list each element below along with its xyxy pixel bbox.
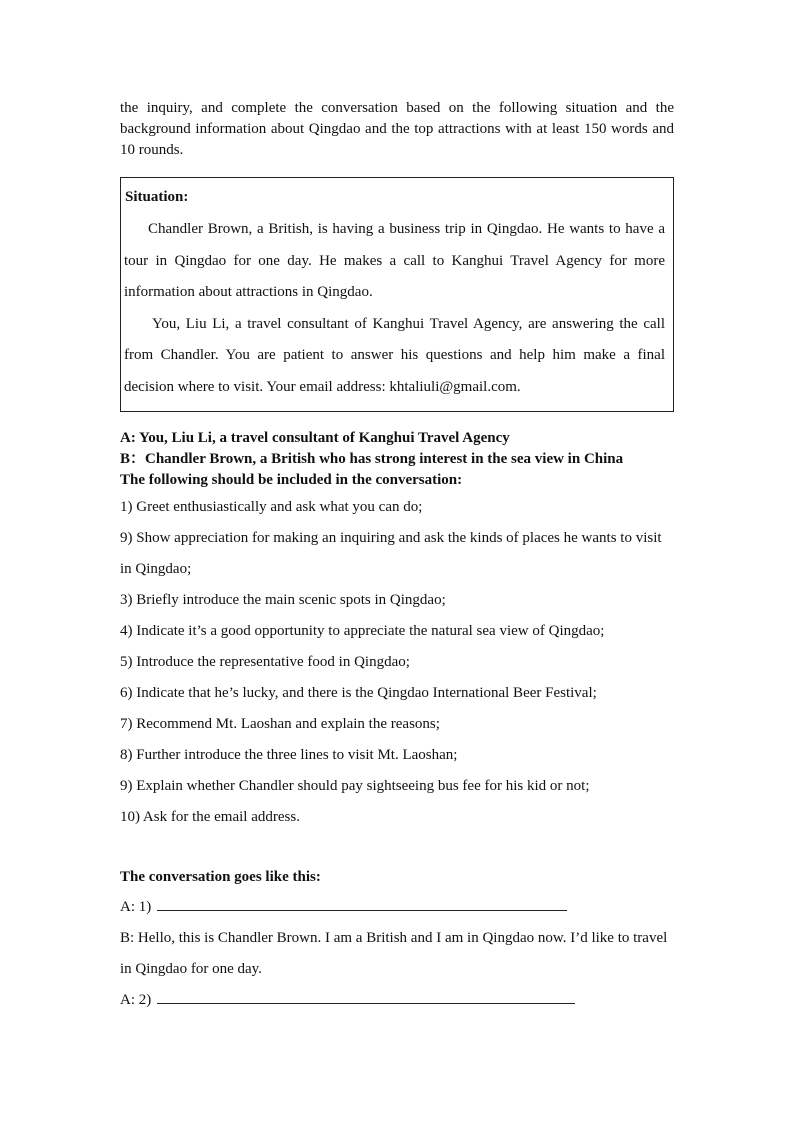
speaker-a2: A: 2) xyxy=(120,992,152,1008)
conversation-title: The conversation goes like this: xyxy=(120,869,321,885)
answer-blank-1[interactable] xyxy=(157,896,567,911)
requirements-list xyxy=(120,492,674,833)
list-item: 8) Further introduce the three lines to visit Mt. Laoshan; xyxy=(120,747,458,763)
role-a: A: You, Liu Li, a travel consultant of Kanghui Travel Agency xyxy=(120,430,510,446)
included-heading: The following should be included in the conversation: xyxy=(120,472,463,488)
list-item: 9) Show appreciation for making an inquiring and ask the kinds of places he wants to visit in Qingdao; xyxy=(120,530,662,577)
situation-paragraph-2: You, Liu Li, a travel consultant of Kanghui Travel Agency, are answering the call from Chandler. You are patient to answer his questions and help him make a final decision where to visit. Your email address: khtaliuli@gmail.com. xyxy=(124,315,665,395)
conversation-line-a2 xyxy=(120,985,674,1016)
list-item: 6) Indicate that he’s lucky, and there is the Qingdao International Beer Festival; xyxy=(120,685,597,701)
list-item: 7) Recommend Mt. Laoshan and explain the reasons; xyxy=(120,716,440,732)
document-page xyxy=(120,98,674,1016)
conversation-line-a1 xyxy=(120,892,674,923)
list-item: 9) Explain whether Chandler should pay sightseeing bus fee for his kid or not; xyxy=(120,778,590,794)
speaker-a1: A: 1) xyxy=(120,899,152,915)
list-item: 4) Indicate it’s a good opportunity to appreciate the natural sea view of Qingdao; xyxy=(120,623,605,639)
conversation-line-b1: B: Hello, this is Chandler Brown. I am a British and I am in Qingdao now. I’d like to travel in Qingdao for one day. xyxy=(120,930,668,977)
intro-paragraph: the inquiry, and complete the conversation based on the following situation and the background information about Qingdao and the top attractions with at least 150 words and 10 rounds. xyxy=(120,100,674,158)
situation-title: Situation: xyxy=(125,189,189,205)
answer-blank-2[interactable] xyxy=(157,989,575,1004)
list-item: 1) Greet enthusiastically and ask what you can do; xyxy=(120,499,423,515)
conversation-block xyxy=(120,892,674,1016)
roles-block xyxy=(120,428,674,491)
situation-box xyxy=(120,177,674,412)
role-b: B：Chandler Brown, a British who has strong interest in the sea view in China xyxy=(120,451,624,467)
situation-paragraph-1: Chandler Brown, a British, is having a business trip in Qingdao. He wants to have a tour in Qingdao for one day. He makes a call to Kanghui Travel Agency for more information about attractions in Qingdao. xyxy=(124,221,665,300)
list-item: 10) Ask for the email address. xyxy=(120,809,300,825)
list-item: 3) Briefly introduce the main scenic spots in Qingdao; xyxy=(120,592,446,608)
list-item: 5) Introduce the representative food in Qingdao; xyxy=(120,654,410,670)
